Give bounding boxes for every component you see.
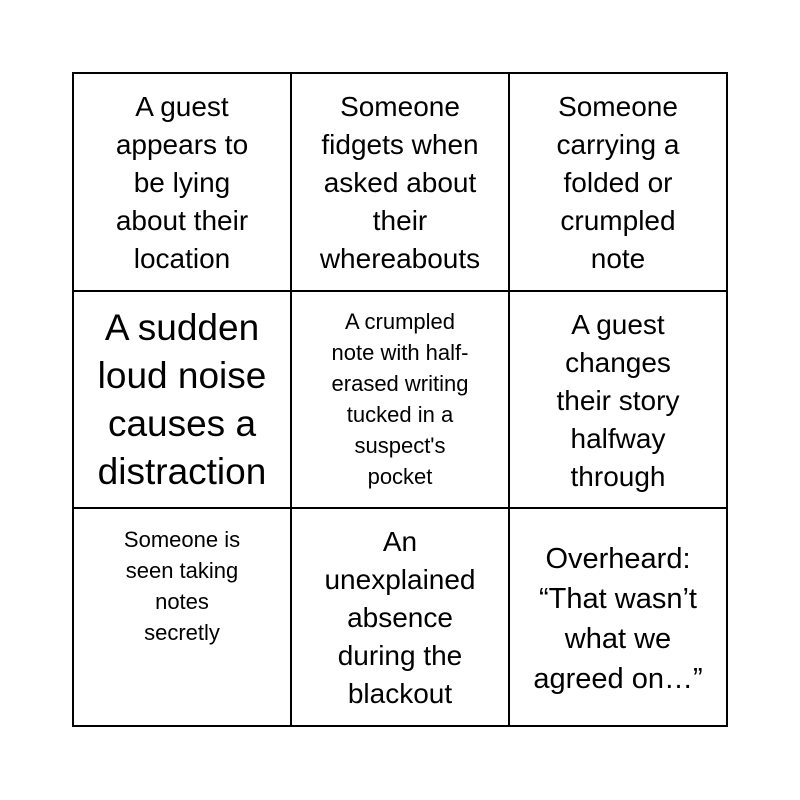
bingo-cell-text: A guest appears to be lying about their location	[115, 91, 249, 274]
bingo-cell-8[interactable]	[292, 509, 510, 727]
bingo-cell-3[interactable]	[510, 74, 728, 292]
bingo-cell-2[interactable]	[292, 74, 510, 292]
bingo-cell-text: Overheard: “That wasn’t what we agreed on…”	[533, 543, 703, 695]
bingo-cell-7[interactable]	[74, 509, 292, 727]
bingo-cell-text: Someone carrying a folded or crumpled note	[556, 91, 680, 274]
bingo-board	[72, 72, 728, 727]
bingo-cell-text: Someone fidgets when asked about their whereabouts	[319, 91, 481, 274]
bingo-cell-5[interactable]	[292, 292, 510, 509]
bingo-cell-text: A sudden loud noise causes a distraction	[97, 307, 267, 492]
bingo-cell-text: An unexplained absence during the blackout	[324, 526, 476, 709]
bingo-cell-text: A crumpled note with half- erased writing tucked in a suspect's pocket	[331, 309, 469, 489]
bingo-cell-1[interactable]	[74, 74, 292, 292]
bingo-cell-text: Someone is seen taking notes secretly	[123, 527, 241, 645]
bingo-cell-text: A guest changes their story halfway through	[556, 309, 680, 492]
bingo-cell-6[interactable]	[510, 292, 728, 509]
bingo-cell-4[interactable]	[74, 292, 292, 509]
bingo-cell-9[interactable]	[510, 509, 728, 727]
